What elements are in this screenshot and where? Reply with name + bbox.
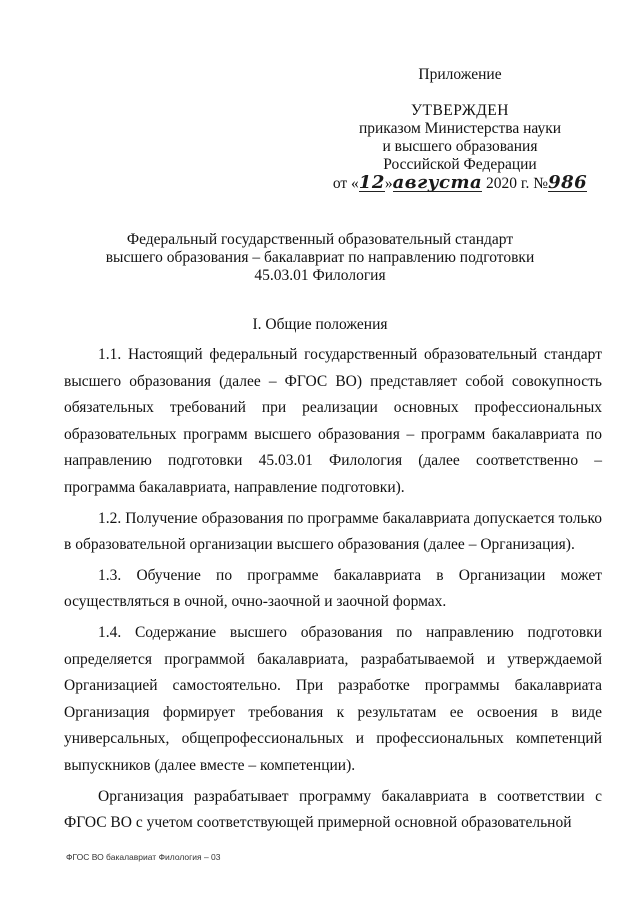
paragraph: Организация разрабатывает программу бакалавриата в соответствии с ФГОС ВО с учетом соответствующей примерной основной образовательной <box>64 787 602 832</box>
order-line <box>330 174 590 193</box>
page-footer: ФГОС ВО бакалавриат Филология – 03 <box>66 852 221 862</box>
appendix-label: Приложение <box>418 66 502 83</box>
approval-line-2: и высшего образования <box>382 138 538 155</box>
order-prefix: от « <box>332 175 359 192</box>
order-month-handwritten: августа <box>392 172 483 193</box>
paragraph: 1.1. Настоящий федеральный государственный образовательный стандарт высшего образования (далее – ФГОС ВО) представляет собой совокупность обязательных требований при реализации основных профессиональных образовательных программ высшего образования – программ бакалавриата по направлению подготовки 45.03.01 Филология (далее соответственно – программа бакалавриата, направление подготовки). <box>64 346 602 496</box>
order-year: 2020 г. № <box>486 175 549 192</box>
paragraph: 1.4. Содержание высшего образования по направлению подготовки определяется программой бакалавриата, разрабатываемой и утверждаемой Организацией самостоятельно. При разработке программы бакалавриата Организация формирует требования к результатам ее освоения в виде универсальных, общепрофессиональных и профессиональных компетенций выпускников (далее вместе – компетенции). <box>64 623 602 774</box>
document-title <box>60 231 580 285</box>
approval-block <box>330 66 590 193</box>
title-line-3: 45.03.01 Филология <box>254 267 386 284</box>
title-line-2: высшего образования – бакалавриат по направлению подготовки <box>105 249 535 266</box>
title-line-1: Федеральный государственный образовательный стандарт <box>126 231 514 248</box>
approval-line-1: приказом Министерства науки <box>358 120 562 137</box>
approved-heading: УТВЕРЖДЕН <box>411 102 509 119</box>
body-text <box>64 342 602 841</box>
approval-line-3: Российской Федерации <box>383 156 537 173</box>
order-number-handwritten: 986 <box>548 172 588 193</box>
section-heading: I. Общие положения <box>252 316 388 333</box>
order-quote: » <box>384 175 393 192</box>
paragraph: 1.3. Обучение по программе бакалавриата в Организации может осуществляться в очной, очно-заочной и заочной формах. <box>64 566 602 611</box>
paragraph: 1.2. Получение образования по программе бакалавриата допускается только в образовательной организации высшего образования (далее – Организация). <box>64 509 602 554</box>
order-day-handwritten: 12 <box>358 172 385 193</box>
